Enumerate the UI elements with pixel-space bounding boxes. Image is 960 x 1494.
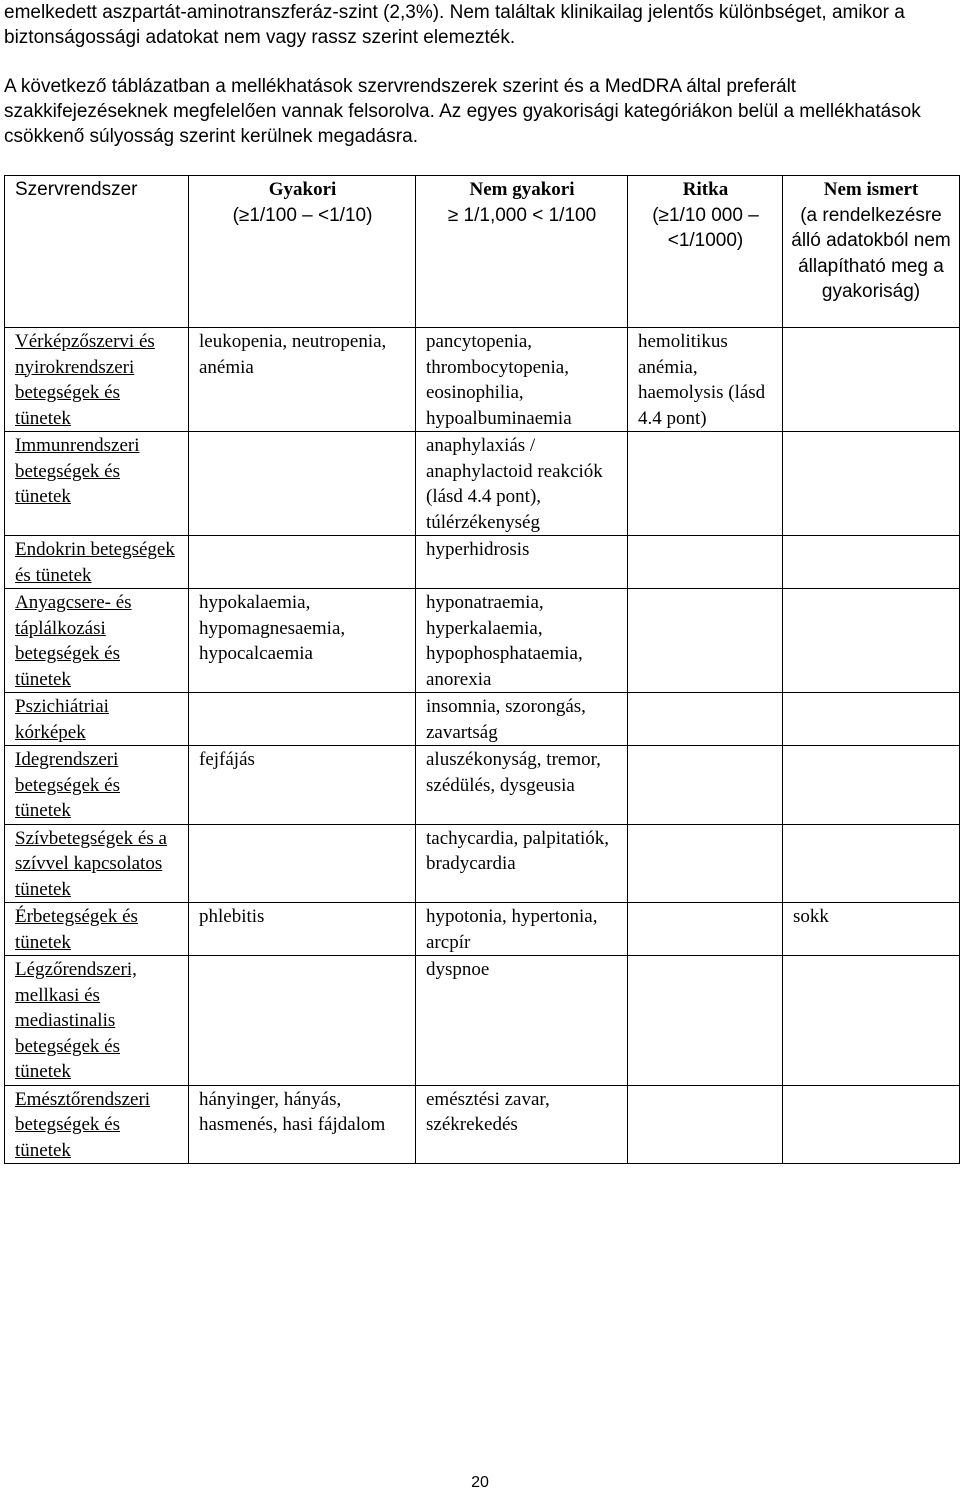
page-number: 20 (471, 1474, 489, 1491)
table-row (5, 432, 960, 536)
header-unknown-note: (a rendelkezésre álló adatokból nem állapítható meg a gyakoriság) (791, 204, 951, 302)
cell-unknown (783, 1085, 960, 1164)
table-row (5, 693, 960, 746)
cell-common (189, 956, 416, 1086)
cell-rare: hemolitikus anémia, haemolysis (lásd 4.4 pont) (628, 328, 783, 432)
intro-paragraph-1: emelkedett aszpartát-aminotranszferáz-szint (2,3%). Nem találtak klinikailag jelentős különbséget, amikor a biztonságossági adatokat nem vagy rassz szerint elemezték. (4, 2, 905, 48)
cell-uncommon: hyponatraemia, hyperkalaemia, hypophosphataemia, anorexia (416, 589, 628, 693)
cell-common: phlebitis (189, 903, 416, 956)
header-rare-range: (≥1/10 000 – <1/1000) (652, 204, 759, 251)
cell-rare (628, 693, 783, 746)
header-uncommon-range: ≥ 1/1,000 < 1/100 (447, 204, 597, 226)
cell-organ: Pszichiátriai kórképek (5, 693, 189, 746)
cell-unknown (783, 824, 960, 903)
cell-common: hypokalaemia, hypomagnesaemia, hypocalcaemia (189, 589, 416, 693)
cell-common: hányinger, hányás, hasmenés, hasi fájdalom (189, 1085, 416, 1164)
cell-uncommon: hypotonia, hypertonia, arcpír (416, 903, 628, 956)
cell-unknown (783, 956, 960, 1086)
table-row (5, 536, 960, 589)
table-row (5, 903, 960, 956)
cell-rare (628, 1085, 783, 1164)
cell-common (189, 693, 416, 746)
table-header-row (5, 176, 960, 328)
header-unknown (783, 176, 960, 328)
cell-unknown (783, 693, 960, 746)
cell-rare (628, 432, 783, 536)
header-organ: Szervrendszer (5, 176, 189, 328)
cell-organ: Légzőrendszeri, mellkasi és mediastinalis betegségek és tünetek (5, 956, 189, 1086)
table-row (5, 956, 960, 1086)
cell-common (189, 824, 416, 903)
cell-organ: Immunrendszeri betegségek és tünetek (5, 432, 189, 536)
cell-rare (628, 746, 783, 825)
cell-rare (628, 956, 783, 1086)
table-row (5, 1085, 960, 1164)
cell-organ: Érbetegségek és tünetek (5, 903, 189, 956)
cell-organ: Endokrin betegségek és tünetek (5, 536, 189, 589)
cell-unknown (783, 328, 960, 432)
cell-unknown (783, 536, 960, 589)
table-row (5, 824, 960, 903)
cell-organ: Vérképzőszervi és nyirokrendszeri betegségek és tünetek (5, 328, 189, 432)
cell-uncommon: pancytopenia, thrombocytopenia, eosinophilia, hypoalbuminaemia (416, 328, 628, 432)
cell-rare (628, 903, 783, 956)
adverse-reactions-table (4, 175, 960, 1164)
cell-unknown: sokk (783, 903, 960, 956)
header-common (189, 176, 416, 328)
cell-common (189, 432, 416, 536)
cell-organ: Emésztőrendszeri betegségek és tünetek (5, 1085, 189, 1164)
cell-uncommon: hyperhidrosis (416, 536, 628, 589)
cell-unknown (783, 432, 960, 536)
header-rare-label: Ritka (682, 179, 729, 200)
cell-unknown (783, 746, 960, 825)
table-row (5, 328, 960, 432)
table-row (5, 746, 960, 825)
cell-common: leukopenia, neutropenia, anémia (189, 328, 416, 432)
table-row (5, 589, 960, 693)
header-uncommon-label: Nem gyakori (469, 179, 575, 200)
cell-common (189, 536, 416, 589)
cell-uncommon: tachycardia, palpitatiók, bradycardia (416, 824, 628, 903)
cell-uncommon: dyspnoe (416, 956, 628, 1086)
cell-common: fejfájás (189, 746, 416, 825)
header-common-range: (≥1/100 – <1/10) (232, 204, 373, 226)
header-rare (628, 176, 783, 328)
cell-rare (628, 589, 783, 693)
cell-uncommon: emésztési zavar, székrekedés (416, 1085, 628, 1164)
cell-organ: Idegrendszeri betegségek és tünetek (5, 746, 189, 825)
cell-unknown (783, 589, 960, 693)
header-unknown-label: Nem ismert (823, 179, 919, 200)
cell-rare (628, 536, 783, 589)
cell-organ: Anyagcsere- és táplálkozási betegségek és tünetek (5, 589, 189, 693)
cell-uncommon: insomnia, szorongás, zavartság (416, 693, 628, 746)
header-uncommon (416, 176, 628, 328)
cell-uncommon: aluszékonyság, tremor, szédülés, dysgeusia (416, 746, 628, 825)
cell-rare (628, 824, 783, 903)
cell-organ: Szívbetegségek és a szívvel kapcsolatos tünetek (5, 824, 189, 903)
intro-paragraph-2: A következő táblázatban a mellékhatások szervrendszerek szerint és a MedDRA által preferált szakkifejezéseknek megfelelően vannak felsorolva. Az egyes gyakorisági kategóriákon belül a mellékhatások csökkenő súlyosság szerint kerülnek megadásra. (4, 76, 921, 147)
header-common-label: Gyakori (268, 179, 337, 200)
cell-uncommon: anaphylaxiás / anaphylactoid reakciók (lásd 4.4 pont), túlérzékenység (416, 432, 628, 536)
